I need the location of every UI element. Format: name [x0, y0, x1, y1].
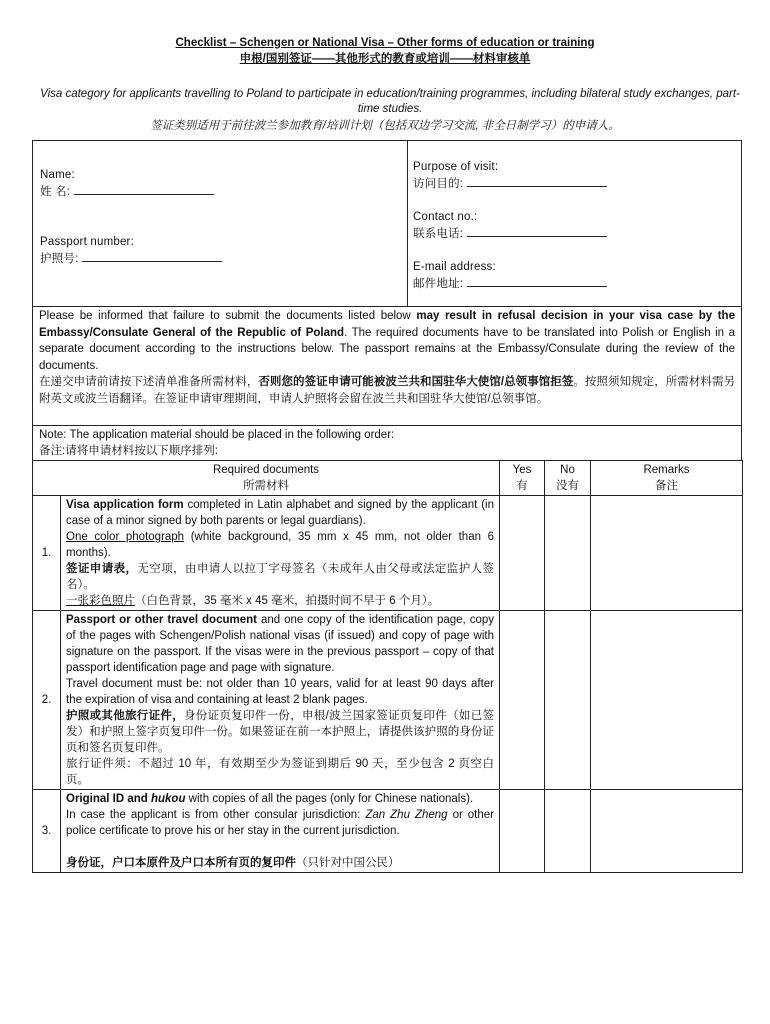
requirement-paragraph: [66, 855, 494, 871]
yes-header-en: Yes: [512, 464, 532, 476]
yes-checkbox-cell[interactable]: [500, 496, 545, 611]
requirement-text: completed in Latin alphabet and signed by the applicant (in case of a minor signed by both parents or legal guardians).: [66, 499, 494, 527]
no-checkbox-cell[interactable]: [545, 790, 591, 873]
notice-zh-text: 在递交申请前请按下述清单准备所需材料，: [39, 376, 259, 388]
email-label-en: E-mail address:: [413, 261, 496, 273]
order-note: [32, 425, 742, 461]
requirement-paragraph: [66, 497, 494, 529]
passport-field[interactable]: [40, 234, 222, 267]
email-field[interactable]: [413, 259, 607, 292]
requirement-paragraph: [66, 839, 494, 855]
no-header-zh: 没有: [556, 480, 579, 492]
notice-zh-text-tail: 。按照须知规定，所需材料需另附英文或波兰语翻译。在签证申请审理期间，申请人护照将会留在波兰共和国驻华大使馆/总领事馆。: [39, 376, 735, 405]
no-header-en: No: [560, 464, 575, 476]
remarks-header: [591, 461, 743, 496]
table-header-row: [33, 461, 743, 496]
title-zh: 申根/国别签证——其他形式的教育或培训——材料审核单: [239, 53, 531, 65]
contact-field[interactable]: [413, 209, 607, 242]
documents-table: [32, 460, 743, 873]
column-divider: [407, 141, 408, 306]
requirement-text: Original ID and: [66, 793, 151, 805]
required-header-zh: 所需材料: [243, 480, 289, 492]
contact-label-zh: 联系电话:: [413, 228, 464, 240]
item-number: 2.: [33, 611, 61, 790]
requirement-text: 护照或其他旅行证件，: [66, 710, 184, 722]
item-requirements: [61, 611, 500, 790]
visa-category-zh: 签证类别适用于前往波兰参加教育/培训计划（包括双边学习交流, 非全日制学习）的申请人。: [150, 120, 620, 132]
no-checkbox-cell[interactable]: [545, 611, 591, 790]
notice-en-text-tail: . The required documents have to be translated into Polish or English in a separate document according to the instructions below. The passport remains at the Embassy/Consulate during the review of the documents.: [39, 326, 735, 372]
remarks-header-zh: 备注: [655, 480, 678, 492]
requirement-text: (white background, 35 mm x 45 mm, not older than 6 months).: [66, 531, 494, 559]
requirement-text: In case the applicant is from other consular jurisdiction:: [66, 809, 366, 821]
yes-checkbox-cell[interactable]: [500, 611, 545, 790]
requirement-text: 签证申请表，: [66, 563, 138, 575]
table-row: [33, 496, 743, 611]
requirement-text: 身份证页复印件一份，申根/波兰国家签证页复印件（如已签发）和护照上签字页复印件一份。如果签证在前一本护照上，请提供该护照的身份证页和签名页复印件。: [66, 710, 494, 754]
requirement-paragraph: [66, 612, 494, 676]
contact-label-en: Contact no.:: [413, 211, 478, 223]
email-blank[interactable]: [467, 275, 607, 287]
requirement-text: （只针对中国公民）: [296, 857, 400, 869]
item-number: 3.: [33, 790, 61, 873]
yes-checkbox-cell[interactable]: [500, 790, 545, 873]
requirement-text: and one copy of the identification page, copy of the pages with Schengen/Polish national visas (if issued) and copy of page with signature on the passport. If the visas were in the previous passport – copy of that passport identification page and page with signature.: [66, 614, 494, 674]
contact-blank[interactable]: [467, 225, 607, 237]
name-blank[interactable]: [74, 183, 214, 195]
requirement-text: 身份证，户口本原件及户口本所有页的复印件: [66, 857, 296, 869]
requirement-text: or other police certificate to prove his or her stay in the current jurisdiction.: [66, 809, 494, 837]
remarks-cell[interactable]: [591, 790, 743, 873]
name-label-en: Name:: [40, 169, 75, 181]
order-note-zh: 备注:请将申请材料按以下顺序排列:: [39, 445, 218, 457]
remarks-cell[interactable]: [591, 496, 743, 611]
yes-header: [500, 461, 545, 496]
remarks-header-en: Remarks: [643, 464, 690, 476]
notice-en-text: Please be informed that failure to submit the documents listed below: [39, 310, 417, 322]
name-field[interactable]: [40, 167, 214, 200]
requirement-paragraph: [66, 593, 494, 609]
item-requirements: [61, 496, 500, 611]
no-checkbox-cell[interactable]: [545, 496, 591, 611]
notice-en: [39, 308, 735, 374]
notice-zh-warning: 否则您的签证申请可能被波兰共和国驻华大使馆/总领事馆拒签: [258, 376, 574, 388]
requirement-text: Visa application form: [66, 499, 184, 511]
requirement-text: Travel document must be: not older than 10 years, valid for at least 90 days after the expiration of visa and containing at least 2 blank pages.: [66, 678, 494, 706]
notice-zh: [39, 374, 735, 407]
notice-en-warning: may result in refusal decision in your visa case by the Embassy/Consulate General of the Republic of Poland: [39, 310, 735, 339]
requirement-text: 一张彩色照片: [66, 595, 135, 607]
purpose-blank[interactable]: [467, 175, 607, 187]
purpose-label-en: Purpose of visit:: [413, 161, 499, 173]
name-label-zh: 姓 名:: [40, 186, 71, 198]
requirement-paragraph: [66, 807, 494, 839]
item-requirements: [61, 790, 500, 873]
remarks-cell[interactable]: [591, 611, 743, 790]
visa-category-en: Visa category for applicants travelling to Poland to participate in education/training programmes, including bilateral study exchanges, part-time studies.: [40, 88, 740, 115]
yes-header-zh: 有: [516, 480, 528, 492]
required-documents-header: [33, 461, 500, 496]
requirement-text: hukou: [150, 793, 186, 805]
requirement-paragraph: [66, 708, 494, 756]
passport-blank[interactable]: [82, 250, 222, 262]
table-body: [33, 496, 743, 873]
requirement-text: Zan Zhu Zheng: [365, 809, 448, 821]
table-row: [33, 790, 743, 873]
table-row: [33, 611, 743, 790]
requirement-text: [66, 841, 69, 853]
order-note-en: Note: The application material should be placed in the following order:: [39, 429, 395, 441]
applicant-info-box: [32, 140, 742, 307]
purpose-field[interactable]: [413, 159, 607, 192]
email-label-zh: 邮件地址:: [413, 278, 464, 290]
requirement-paragraph: [66, 561, 494, 593]
passport-label-zh: 护照号:: [40, 253, 79, 265]
requirement-text: with copies of all the pages (only for Chinese nationals).: [185, 793, 474, 805]
requirement-text: Passport or other travel document: [66, 614, 257, 626]
requirement-paragraph: [66, 676, 494, 708]
required-header-en: Required documents: [212, 464, 320, 476]
requirement-paragraph: [66, 756, 494, 788]
requirement-text: （白色背景，35 毫米 x 45 毫米，拍摄时间不早于 6 个月）。: [135, 595, 440, 607]
requirement-text: 旅行证件须：不超过 10 年，有效期至少为签证到期后 90 天，至少包含 2 页空白页。: [66, 758, 494, 786]
requirement-text: One color photograph: [66, 531, 185, 543]
item-number: 1.: [33, 496, 61, 611]
no-header: [545, 461, 591, 496]
purpose-label-zh: 访问目的:: [413, 178, 464, 190]
refusal-notice: [32, 306, 742, 426]
requirement-text: 无空项，由申请人以拉丁字母签名（未成年人由父母或法定监护人签名）。: [66, 563, 495, 591]
requirement-paragraph: [66, 529, 494, 561]
passport-label-en: Passport number:: [40, 236, 134, 248]
requirement-paragraph: [66, 791, 494, 807]
title-en: Checklist – Schengen or National Visa – Other forms of education or training: [175, 37, 595, 49]
